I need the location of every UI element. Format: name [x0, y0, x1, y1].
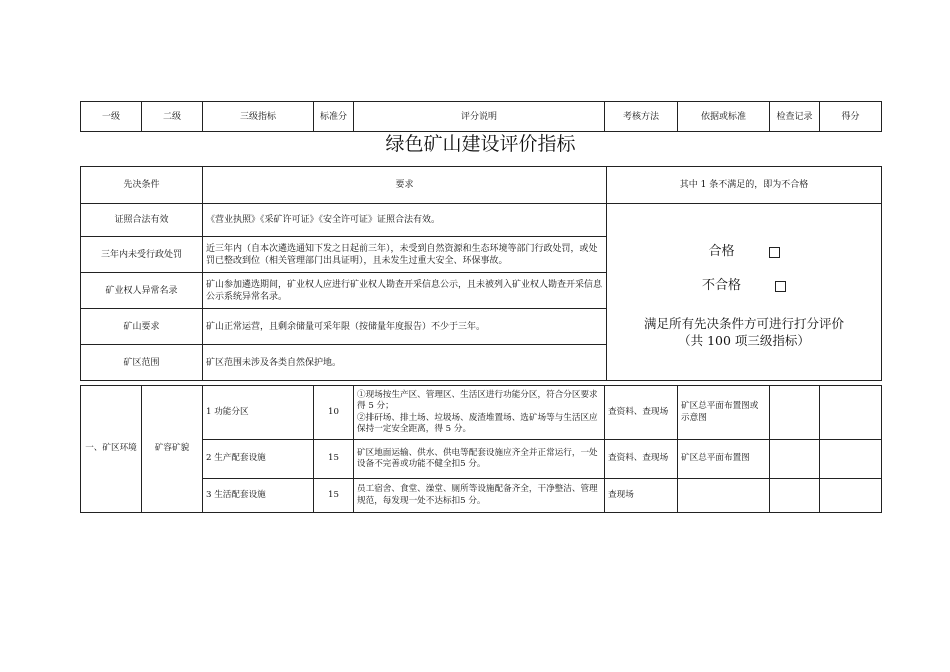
level2-cell: 矿容矿貌: [142, 386, 203, 513]
method-cell: 查现场: [605, 479, 678, 513]
header-basis: 依据或标准: [678, 102, 770, 132]
score-cell: 15: [314, 440, 354, 479]
prerequisite-header-row: [81, 167, 882, 204]
prerequisite-requirement: 《营业执照》《采矿许可证》《安全许可证》证照合法有效。: [203, 204, 607, 237]
record-cell[interactable]: [770, 479, 820, 513]
prerequisite-condition: 矿山要求: [81, 309, 203, 345]
header-level3: 三级指标: [203, 102, 314, 132]
method-cell: 查资料、查现场: [605, 440, 678, 479]
pass-label: 合格: [708, 244, 735, 259]
header-points: 得分: [820, 102, 882, 132]
prerequisite-condition-header: 先决条件: [81, 167, 203, 204]
fail-option: [610, 269, 878, 303]
header-table: [80, 101, 882, 132]
header-level1: 一级: [81, 102, 142, 132]
prerequisite-condition: 矿业权人异常名录: [81, 273, 203, 309]
page-title: 绿色矿山建设评价指标: [385, 133, 576, 155]
prerequisite-requirement: 矿山参加遴选期间，矿业权人应进行矿业权人勘查开采信息公示，且未被列入矿业权人勘查开采信息公示系统异常名录。: [203, 273, 607, 309]
description-cell: 矿区地面运输、供水、供电等配套设施应齐全并正常运行，一处设备不完善或功能不健全扣5 分。: [354, 440, 605, 479]
verdict-cell: [607, 204, 882, 381]
header-standard-score: 标准分: [314, 102, 354, 132]
record-cell[interactable]: [770, 440, 820, 479]
basis-cell: 矿区总平面布置图或示意图: [678, 386, 770, 440]
basis-cell: 矿区总平面布置图: [678, 440, 770, 479]
prerequisite-row: [81, 204, 882, 237]
level3-cell: 3 生活配套设施: [203, 479, 314, 513]
description-cell: ①现场按生产区、管理区、生活区进行功能分区，符合分区要求得 5 分； ②排矸场、排土场、垃圾场、废渣堆置场、选矿场等与生活区应保持一定安全距离，得 5 分。: [354, 386, 605, 440]
table-row: [81, 386, 882, 440]
prerequisite-requirement: 近三年内（自本次遴选通知下发之日起前三年），未受到自然资源和生态环境等部门行政处罚，或处罚已整改到位（相关管理部门出具证明），且未发生过重大安全、环保事故。: [203, 237, 607, 273]
points-cell[interactable]: [820, 479, 882, 513]
prerequisite-table: [80, 166, 882, 381]
verdict-note-line1: 满足所有先决条件方可进行打分评价: [643, 316, 844, 331]
header-method: 考核方法: [605, 102, 678, 132]
score-cell: 15: [314, 479, 354, 513]
header-row: [81, 102, 882, 132]
method-cell: 查资料、查现场: [605, 386, 678, 440]
prerequisite-condition: 三年内未受行政处罚: [81, 237, 203, 273]
level3-cell: 1 功能分区: [203, 386, 314, 440]
points-cell[interactable]: [820, 440, 882, 479]
level1-cell: 一、矿区环境: [81, 386, 142, 513]
prerequisite-rule-header: 其中 1 条不满足的，即为不合格: [607, 167, 882, 204]
verdict-note-line2: （共 100 项三级指标）: [678, 333, 810, 348]
fail-checkbox[interactable]: [775, 281, 786, 292]
record-cell[interactable]: [770, 386, 820, 440]
header-level2: 二级: [142, 102, 203, 132]
prerequisite-requirement: 矿区范围未涉及各类自然保护地。: [203, 345, 607, 381]
header-scoring-description: 评分说明: [354, 102, 605, 132]
prerequisite-condition: 证照合法有效: [81, 204, 203, 237]
verdict-note: [610, 315, 878, 349]
pass-checkbox[interactable]: [769, 247, 780, 258]
header-record: 检查记录: [770, 102, 820, 132]
fail-label: 不合格: [701, 278, 741, 293]
level3-cell: 2 生产配套设施: [203, 440, 314, 479]
points-cell[interactable]: [820, 386, 882, 440]
prerequisite-requirement-header: 要求: [203, 167, 607, 204]
prerequisite-condition: 矿区范围: [81, 345, 203, 381]
basis-cell: [678, 479, 770, 513]
pass-option: [610, 235, 878, 269]
score-cell: 10: [314, 386, 354, 440]
scoring-table: [80, 385, 882, 513]
prerequisite-requirement: 矿山正常运营，且剩余储量可采年限（按储量年度报告）不少于三年。: [203, 309, 607, 345]
description-cell: 员工宿舍、食堂、澡堂、厕所等设施配备齐全，干净整洁、管理规范，每发现一处不达标扣5 分。: [354, 479, 605, 513]
